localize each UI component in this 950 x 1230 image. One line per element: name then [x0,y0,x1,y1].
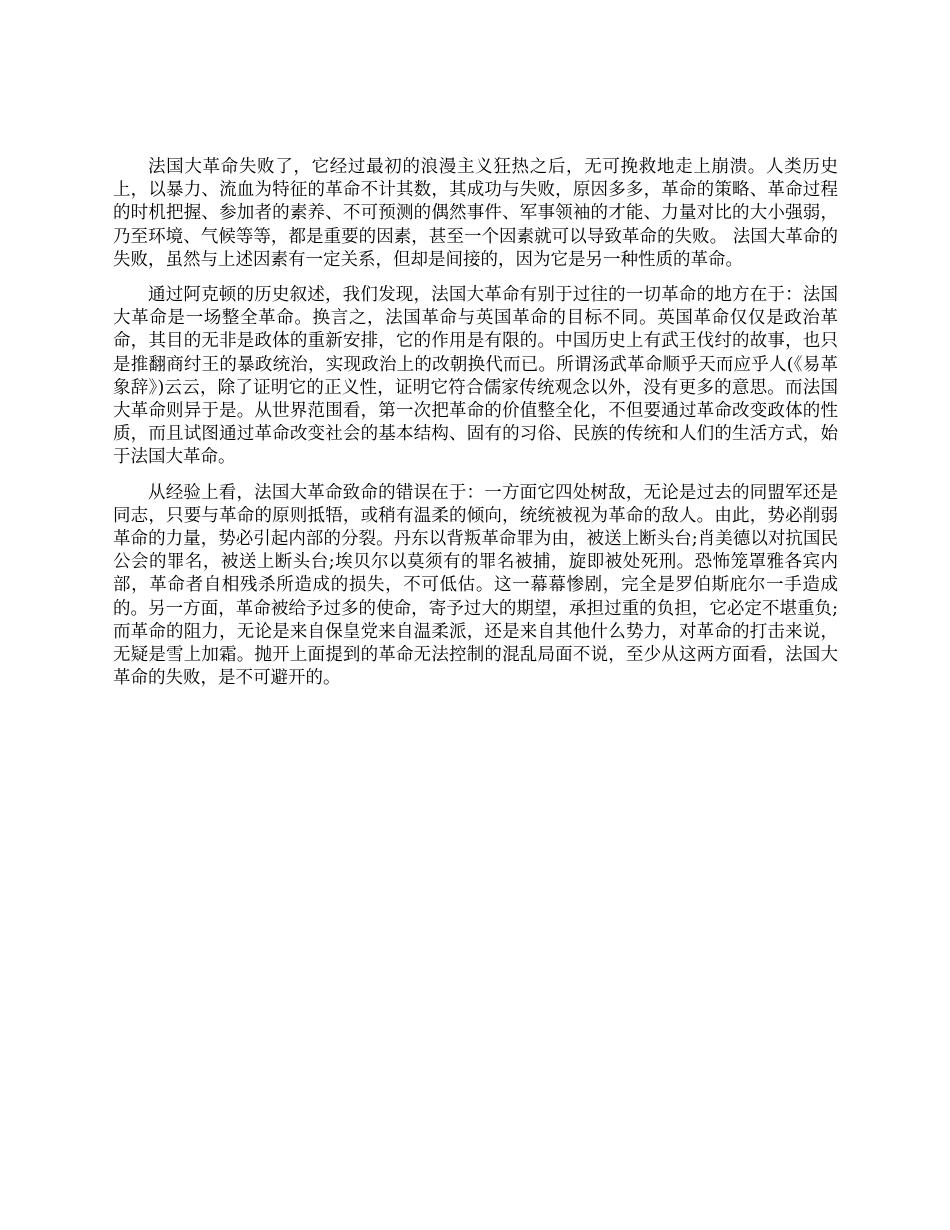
paragraph-3: 从经验上看，法国大革命致命的错误在于：一方面它四处树敌，无论是过去的同盟军还是同志，只要与革命的原则抵牾，或稍有温柔的倾向，统统被视为革命的敌人。由此，势必削弱革命的力量，势必引起内部的分裂。丹东以背叛革命罪为由，被送上断头台;肖美德以对抗国民公会的罪名，被送上断头台;埃贝尔以莫须有的罪名被捕，旋即被处死刑。恐怖笼罩雅各宾内部，革命者自相残杀所造成的损失，不可低估。这一幕幕惨剧，完全是罗伯斯庇尔一手造成的。另一方面，革命被给予过多的使命，寄予过大的期望，承担过重的负担，它必定不堪重负;而革命的阻力，无论是来自保皇党来自温柔派，还是来自其他什么势力，对革命的打击来说，无疑是雪上加霜。抛开上面提到的革命无法控制的混乱局面不说，至少从这两方面看，法国大革命的失败，是不可避开的。 [113,482,838,689]
document-page [113,156,838,702]
paragraph-2: 通过阿克顿的历史叙述，我们发现，法国大革命有别于过往的一切革命的地方在于：法国大革命是一场整全革命。换言之，法国革命与英国革命的目标不同。英国革命仅仅是政治革命，其目的无非是政体的重新安排，它的作用是有限的。中国历史上有武王伐纣的故事，也只是推翻商纣王的暴政统治，实现政治上的改朝换代而已。所谓汤武革命顺乎天而应乎人(《易革象辞》)云云，除了证明它的正义性，证明它符合儒家传统观念以外，没有更多的意思。而法国大革命则异于是。从世界范围看，第一次把革命的价值整全化，不但要通过革命改变政体的性质，而且试图通过革命改变社会的基本结构、固有的习俗、民族的传统和人们的生活方式，始于法国大革命。 [113,285,838,468]
paragraph-1: 法国大革命失败了，它经过最初的浪漫主义狂热之后，无可挽救地走上崩溃。人类历史上，以暴力、流血为特征的革命不计其数，其成功与失败，原因多多，革命的策略、革命过程的时机把握、参加者的素养、不可预测的偶然事件、军事领袖的才能、力量对比的大小强弱，乃至环境、气候等等，都是重要的因素，甚至一个因素就可以导致革命的失败。 法国大革命的失败，虽然与上述因素有一定关系，但却是间接的，因为它是另一种性质的革命。 [113,157,838,270]
